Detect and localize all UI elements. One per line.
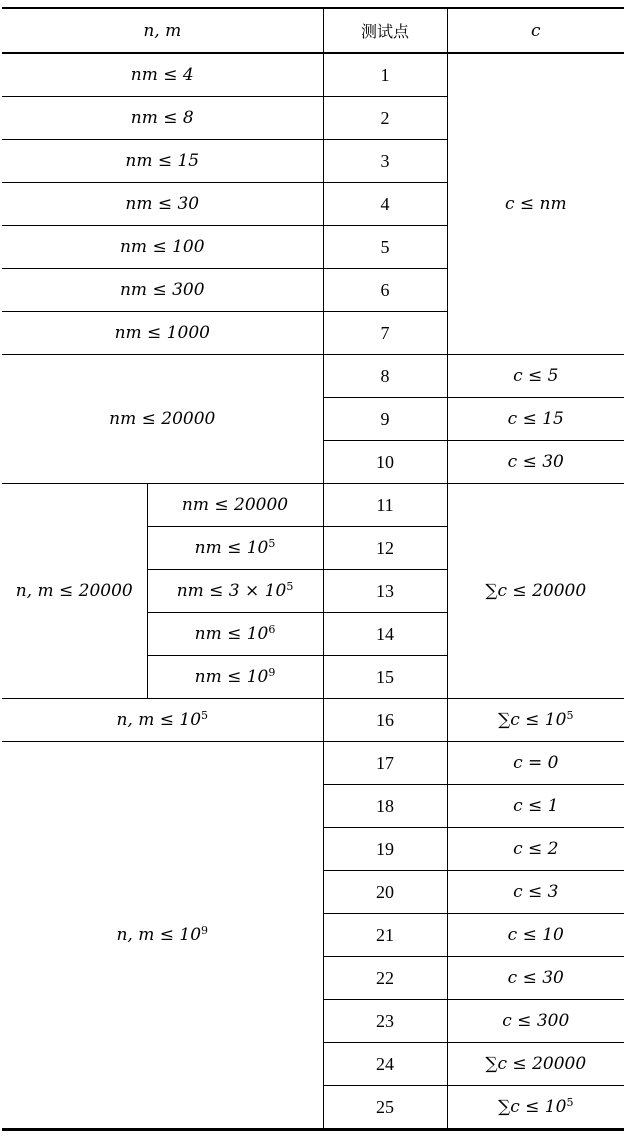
expr-base: ∑c ≤ 10 (498, 710, 567, 730)
expr-base: nm ≤ 10 (194, 624, 269, 644)
test-id-cell: 23 (323, 1000, 447, 1043)
constraints-table (2, 7, 624, 1131)
expr-base: n, m ≤ 10 (116, 710, 202, 730)
expr-exponent: 6 (268, 623, 276, 636)
c-cell: c ≤ 30 (447, 957, 624, 1000)
test-id-cell: 11 (323, 484, 447, 527)
expr-base: nm ≤ 10 (194, 538, 269, 558)
expr-exponent: 5 (566, 1096, 574, 1109)
c-cell: c ≤ 1 (447, 785, 624, 828)
nm-cell (2, 699, 323, 742)
table-row (2, 699, 624, 742)
header-nm: n, m (2, 8, 323, 53)
expr-base: ∑c ≤ 10 (498, 1097, 567, 1117)
c-cell: c ≤ 30 (447, 441, 624, 484)
table-row (2, 742, 624, 785)
test-id-cell: 21 (323, 914, 447, 957)
test-id-cell: 17 (323, 742, 447, 785)
nm-cell: nm ≤ 20000 (2, 355, 323, 484)
test-id-cell: 20 (323, 871, 447, 914)
test-id-cell: 19 (323, 828, 447, 871)
test-id-cell: 2 (323, 97, 447, 140)
expr-exponent: 5 (268, 537, 276, 550)
c-cell: c ≤ 10 (447, 914, 624, 957)
c-cell: c ≤ nm (447, 53, 624, 355)
header-row (2, 8, 624, 53)
test-id-cell: 4 (323, 183, 447, 226)
test-id-cell: 6 (323, 269, 447, 312)
c-cell: c ≤ 2 (447, 828, 624, 871)
expr-base: n, m ≤ 10 (116, 925, 202, 945)
outer-nm-cell: n, m ≤ 20000 (2, 484, 147, 699)
nm-cell: nm ≤ 4 (2, 53, 323, 97)
c-cell (447, 699, 624, 742)
test-id-cell: 25 (323, 1086, 447, 1130)
c-cell: ∑c ≤ 20000 (447, 1043, 624, 1086)
table-row (2, 355, 624, 398)
test-id-cell: 5 (323, 226, 447, 269)
nm-cell: nm ≤ 1000 (2, 312, 323, 355)
expr-base: nm ≤ 3 × 10 (176, 581, 287, 601)
expr-exponent: 5 (201, 709, 209, 722)
test-id-cell: 15 (323, 656, 447, 699)
test-id-cell: 16 (323, 699, 447, 742)
nm-cell: nm ≤ 100 (2, 226, 323, 269)
c-cell: c ≤ 300 (447, 1000, 624, 1043)
test-id-cell: 18 (323, 785, 447, 828)
expr-exponent: 9 (268, 666, 276, 679)
test-id-cell: 8 (323, 355, 447, 398)
test-id-cell: 13 (323, 570, 447, 613)
expr-exponent: 5 (286, 580, 294, 593)
inner-nm-cell (147, 570, 323, 613)
nm-cell: nm ≤ 300 (2, 269, 323, 312)
inner-nm-cell (147, 613, 323, 656)
table-row (2, 484, 624, 527)
expr-exponent: 5 (566, 709, 574, 722)
table-row (2, 53, 624, 97)
c-cell: c = 0 (447, 742, 624, 785)
nm-cell (2, 742, 323, 1130)
expr-base: nm ≤ 10 (194, 667, 269, 687)
test-id-cell: 22 (323, 957, 447, 1000)
header-c: c (447, 8, 624, 53)
test-id-cell: 1 (323, 53, 447, 97)
test-id-cell: 3 (323, 140, 447, 183)
test-id-cell: 14 (323, 613, 447, 656)
c-cell: ∑c ≤ 20000 (447, 484, 624, 699)
test-id-cell: 10 (323, 441, 447, 484)
c-cell: c ≤ 15 (447, 398, 624, 441)
expr-exponent: 9 (201, 924, 209, 937)
c-cell (447, 1086, 624, 1130)
test-id-cell: 24 (323, 1043, 447, 1086)
test-id-cell: 12 (323, 527, 447, 570)
inner-nm-cell: nm ≤ 20000 (147, 484, 323, 527)
inner-nm-cell (147, 527, 323, 570)
header-test-point: 测试点 (323, 8, 447, 53)
nm-cell: nm ≤ 15 (2, 140, 323, 183)
nm-cell: nm ≤ 8 (2, 97, 323, 140)
test-id-cell: 9 (323, 398, 447, 441)
c-cell: c ≤ 3 (447, 871, 624, 914)
test-id-cell: 7 (323, 312, 447, 355)
inner-nm-cell (147, 656, 323, 699)
c-cell: c ≤ 5 (447, 355, 624, 398)
nm-cell: nm ≤ 30 (2, 183, 323, 226)
